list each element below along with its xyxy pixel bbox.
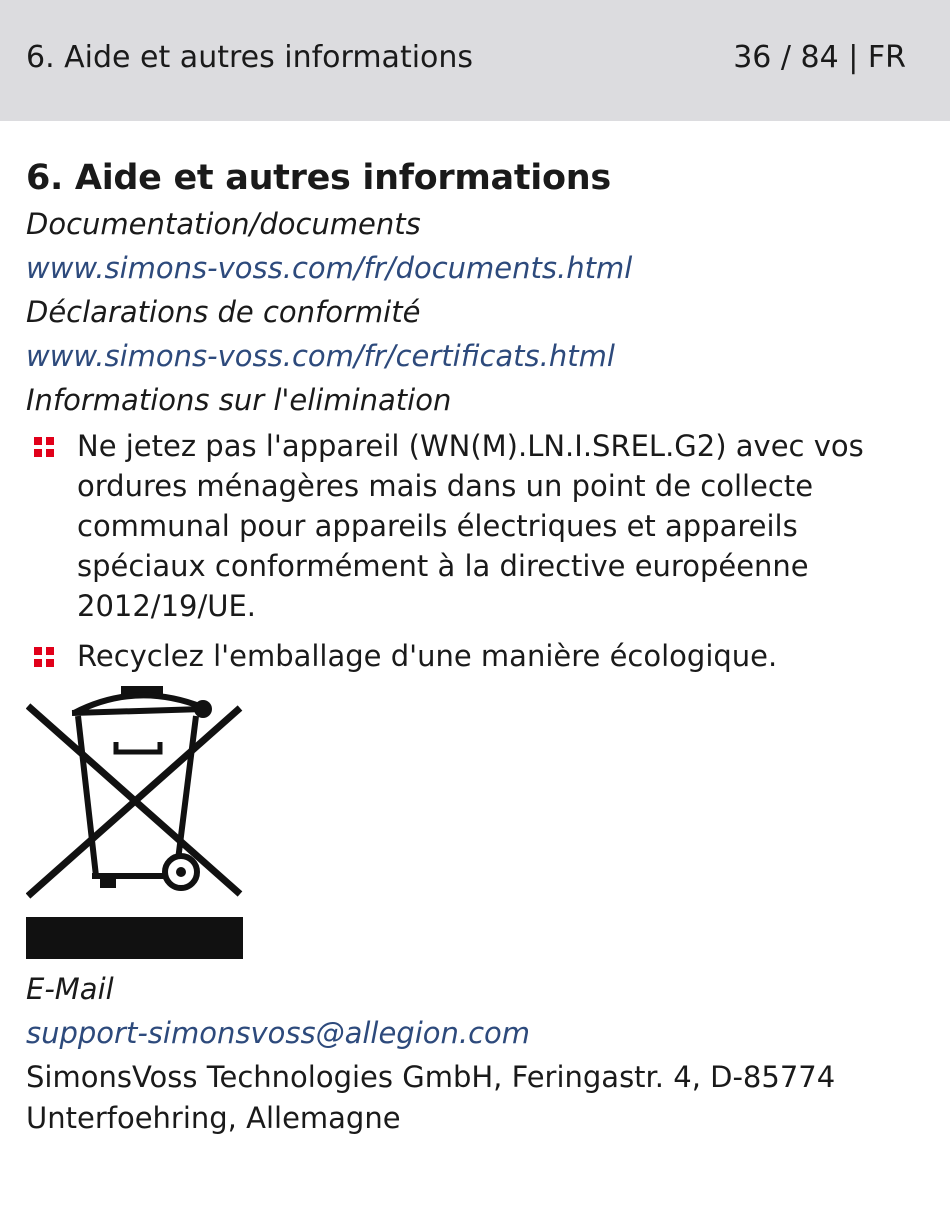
square-bullet-icon [34, 437, 54, 457]
conformity-link[interactable]: www.simons-voss.com/fr/certificats.html [26, 339, 615, 373]
documents-label: Documentation/documents [26, 207, 421, 241]
disposal-label: Informations sur l'elimination [26, 383, 452, 417]
disposal-list [26, 426, 926, 676]
page-indicator: 36 / 84 | FR [733, 40, 906, 75]
weee-bar [26, 917, 243, 959]
company-address: SimonsVoss Technologies GmbH, Feringastr. 4, D-85774 Unterfoehring, Allemagne [26, 1060, 836, 1135]
page-header [0, 0, 950, 121]
main-content [26, 154, 926, 1139]
list-item-text: Ne jetez pas l'appareil (WN(M).LN.I.SREL.G2) avec vos ordures ménagères mais dans un point de collecte communal pour appareils électriques et appareils spéciaux conformément à la directive européenne 2012/19/UE. [77, 429, 864, 623]
conformity-label: Déclarations de conformité [26, 295, 421, 329]
list-item-text: Recyclez l'emballage d'une manière écologique. [77, 639, 778, 673]
list-item [26, 636, 926, 676]
header-title: 6. Aide et autres informations [26, 40, 474, 75]
email-label: E-Mail [26, 972, 114, 1006]
email-link[interactable]: support-simonsvoss@allegion.com [26, 1016, 531, 1050]
crossed-out-bin-icon [26, 686, 244, 901]
square-bullet-icon [34, 647, 54, 667]
documents-link[interactable]: www.simons-voss.com/fr/documents.html [26, 251, 633, 285]
weee-symbol [26, 686, 244, 959]
list-item [26, 426, 926, 626]
section-heading: 6. Aide et autres informations [26, 158, 611, 198]
